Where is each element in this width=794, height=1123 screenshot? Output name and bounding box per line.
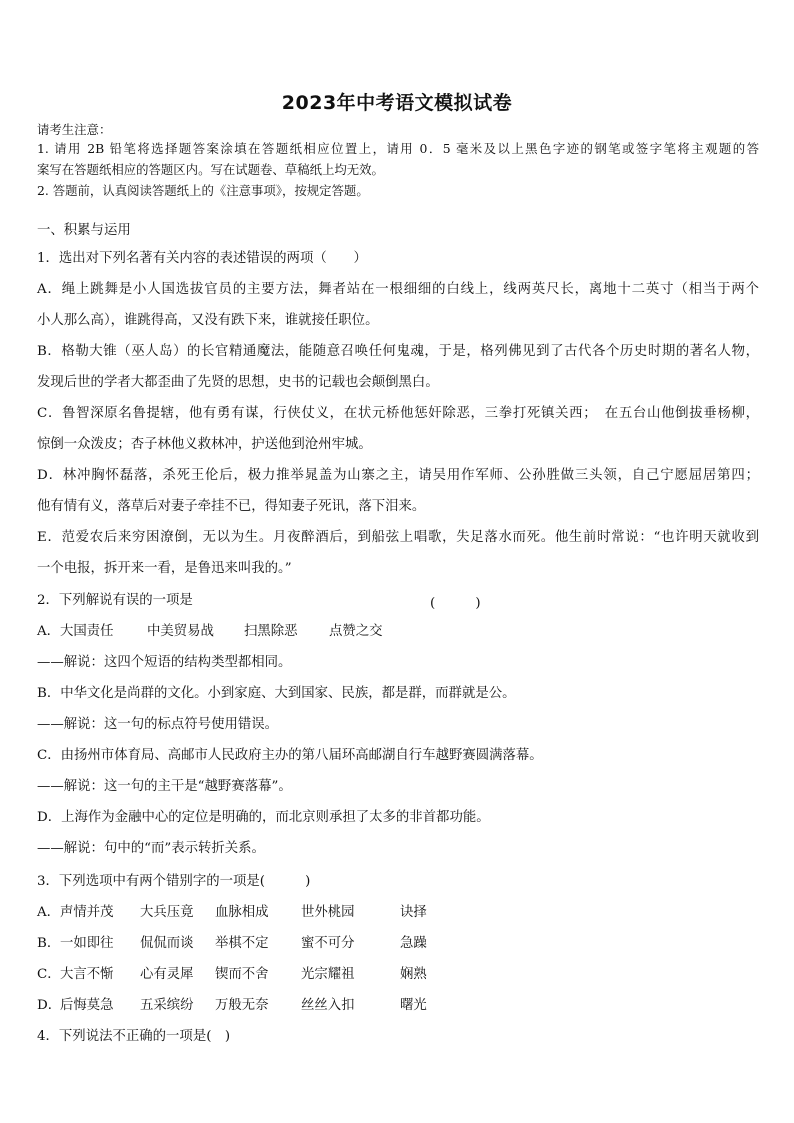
q2-option-c-note: ——解说：这一句的主干是“越野赛落幕”。: [37, 779, 292, 794]
q1-option-d: D．林冲胸怀磊落，杀死王伦后，极力推举晁盖为山寨之主，请吴用作军师、公孙胜做三头领，自己宁愿屈居第四；: [37, 468, 759, 483]
word: 一如即往: [60, 936, 114, 951]
q1-option-a: A．绳上跳舞是小人国选拔官员的主要方法，舞者站在一根细细的白线上，线两英尺长，离地十二英寸（相当于两个: [37, 282, 759, 297]
q1-option-d-cont: 他有情有义，落草后对妻子牵挂不已，得知妻子死讯，落下泪来。: [37, 499, 426, 514]
q3-option-a: [37, 904, 759, 922]
word: 大兵压竟: [140, 905, 194, 920]
q3-option-b: [37, 935, 759, 953]
word: 大言不惭: [60, 967, 114, 982]
q1-option-c: C．鲁智深原名鲁提辖，他有勇有谋，行侠仗义，在状元桥他惩奸除恶，三拳打死镇关西； 在五台山他倒拔垂杨柳，: [37, 406, 759, 421]
answer-parenthesis: ( ): [430, 596, 481, 611]
phrase: 大国责任: [60, 624, 114, 639]
q2-option-d-note: ——解说：句中的“而”表示转折关系。: [37, 841, 265, 856]
word: 侃侃而谈: [140, 936, 194, 951]
phrase: 扫黑除恶: [244, 624, 298, 639]
word: 心有灵犀: [140, 967, 194, 982]
word: 血脉相成: [215, 905, 269, 920]
word: 急躁: [400, 936, 427, 951]
word: 后悔莫急: [60, 998, 114, 1013]
word: 曙光: [400, 998, 427, 1013]
phrase: 中美贸易战: [147, 624, 214, 639]
q2-option-b: B．中华文化是尚群的文化。小到家庭、大到国家、民族，都是群，而群就是公。: [37, 686, 516, 701]
q3-option-d: [37, 997, 759, 1015]
q1-option-b: B．格勒大锥（巫人岛）的长官精通魔法，能随意召唤任何鬼魂，于是，格列佛见到了古代各个历史时期的著名人物，: [37, 344, 759, 359]
option-letter: A．: [37, 905, 61, 920]
option-letter: C．: [37, 967, 61, 982]
question-1-stem: 1．选出对下列名著有关内容的表述错误的两项（ ）: [37, 251, 367, 266]
q1-option-b-cont: 发现后世的学者大都歪曲了先贤的思想，史书的记载也会颠倒黑白。: [37, 375, 439, 390]
notice-item-1: 1. 请用 2B 铅笔将选择题答案涂填在答题纸相应位置上，请用 0．5 毫米及以上黑色字迹的钢笔或签字笔将主观题的答: [37, 141, 759, 156]
question-3-stem: 3．下列选项中有两个错别字的一项是( ): [37, 874, 311, 889]
q1-option-e: E．范爱农后来穷困潦倒，无以为生。月夜醉酒后，到船弦上唱歌，失足落水而死。他生前时常说：“也许明天就收到: [37, 530, 759, 545]
word: 世外桃园: [301, 905, 355, 920]
page-title: 2023年中考语文模拟试卷: [281, 92, 513, 114]
notice-item-1-cont: 案写在答题纸相应的答题区内。写在试题卷、草稿纸上均无效。: [37, 162, 384, 177]
q3-option-c: [37, 966, 759, 984]
word: 丝丝入扣: [301, 998, 355, 1013]
word: 蜜不可分: [301, 936, 355, 951]
word: 锲而不舍: [215, 967, 269, 982]
word: 举棋不定: [215, 936, 269, 951]
q1-option-e-cont: 一个电报，拆开来一看，是鲁迅来叫我的。”: [37, 561, 292, 576]
word: 声情并茂: [60, 905, 114, 920]
question-2-stem: 2．下列解说有误的一项是: [37, 593, 193, 608]
q2-option-d: D．上海作为金融中心的定位是明确的，而北京则承担了太多的非首都功能。: [37, 810, 490, 825]
q1-option-c-cont: 惊倒一众泼皮；杏子林他义救林冲，护送他到沧州牢城。: [37, 437, 372, 452]
q2-option-a: [37, 623, 759, 641]
q1-option-a-cont: 小人那么高），谁跳得高，又没有跌下来，谁就接任职位。: [37, 313, 379, 328]
option-letter: D．: [37, 998, 62, 1013]
word: 娴熟: [400, 967, 427, 982]
word: 万般无奈: [215, 998, 269, 1013]
word: 五采缤纷: [140, 998, 194, 1013]
option-letter: A．: [37, 624, 61, 639]
question-4-stem: 4．下列说法不正确的一项是( ): [37, 1029, 231, 1044]
q2-option-a-note: ——解说：这四个短语的结构类型都相同。: [37, 655, 292, 670]
notice-item-2: 2. 答题前，认真阅读答题纸上的《注意事项》，按规定答题。: [37, 183, 369, 198]
q2-option-c: C．由扬州市体育局、高邮市人民政府主办的第八届环高邮湖自行车越野赛圆满落幕。: [37, 748, 543, 763]
q2-option-b-note: ——解说：这一句的标点符号使用错误。: [37, 717, 279, 732]
notice-heading: 请考生注意：: [37, 122, 112, 137]
option-letter: B．: [37, 936, 61, 951]
word: 诀择: [400, 905, 427, 920]
section-heading: 一、积累与运用: [37, 223, 131, 238]
word: 光宗耀祖: [301, 967, 355, 982]
phrase: 点赞之交: [329, 624, 383, 639]
